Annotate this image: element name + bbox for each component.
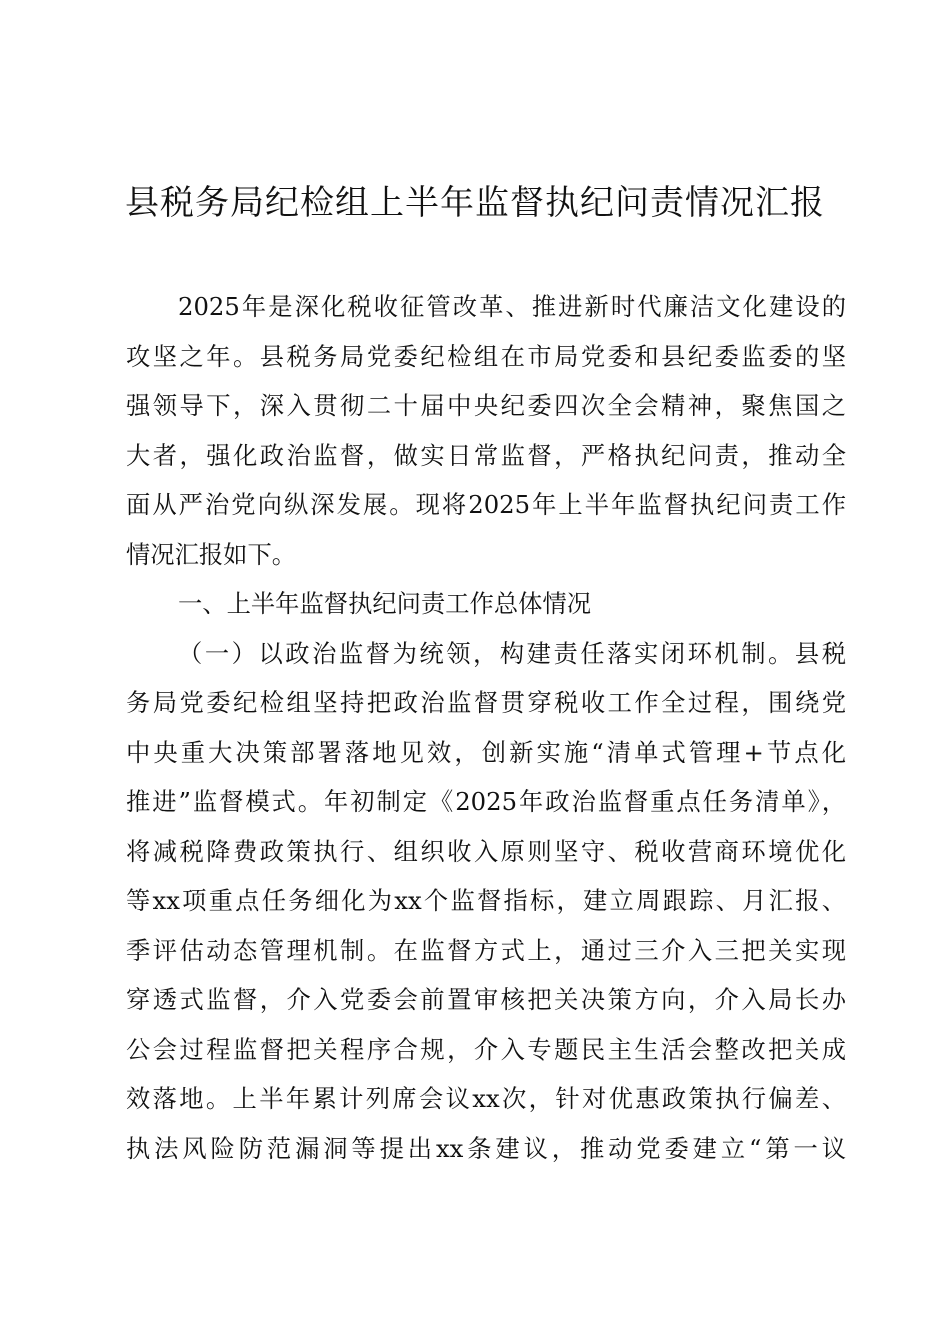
document-title: 县税务局纪检组上半年监督执纪问责情况汇报 xyxy=(125,183,825,223)
paragraph-line: 情况汇报如下。 xyxy=(126,539,297,569)
paragraph-line: 公会过程监督把关程序合规，介入专题民主生活会整改把关成 xyxy=(126,1034,846,1064)
document-body xyxy=(126,282,846,1173)
paragraph-line: 面从严治党向纵深发展。现将2025年上半年监督执纪问责工作 xyxy=(126,490,846,519)
subsection-heading-line: （一）以政治监督为统领，构建责任落实闭环机制。县税 xyxy=(178,638,846,668)
paragraph-line: 穿透式监督，介入党委会前置审核把关决策方向，介入局长办 xyxy=(126,985,846,1014)
paragraph-line: 大者，强化政治监督，做实日常监督，严格执纪问责，推动全 xyxy=(126,440,846,470)
paragraph-line: 等xx项重点任务细化为xx个监督指标，建立周跟踪、月汇报、 xyxy=(126,886,846,915)
paragraph-line: 务局党委纪检组坚持把政治监督贯穿税收工作全过程，围绕党 xyxy=(126,688,846,717)
paragraph-line: 将减税降费政策执行、组织收入原则坚守、税收营商环境优化 xyxy=(126,836,846,866)
paragraph-line: 推进”监督模式。年初制定《2025年政治监督重点任务清单》， xyxy=(126,787,846,816)
paragraph-line: 中央重大决策部署落地见效，创新实施“清单式管理+节点化 xyxy=(126,737,846,767)
paragraph-line: 执法风险防范漏洞等提出xx条建议，推动党委建立“第一议 xyxy=(126,1133,846,1163)
paragraph-line: 攻坚之年。县税务局党委纪检组在市局党委和县纪委监委的坚 xyxy=(126,341,846,371)
paragraph-line: 2025年是深化税收征管改革、推进新时代廉洁文化建设的 xyxy=(178,292,846,321)
paragraph-line: 效落地。上半年累计列席会议xx次，针对优惠政策执行偏差、 xyxy=(126,1084,846,1113)
paragraph-line: 季评估动态管理机制。在监督方式上，通过三介入三把关实现 xyxy=(126,935,846,965)
paragraph-line: 强领导下，深入贯彻二十届中央纪委四次全会精神，聚焦国之 xyxy=(126,391,846,420)
section-heading: 一、上半年监督执纪问责工作总体情况 xyxy=(178,589,592,618)
